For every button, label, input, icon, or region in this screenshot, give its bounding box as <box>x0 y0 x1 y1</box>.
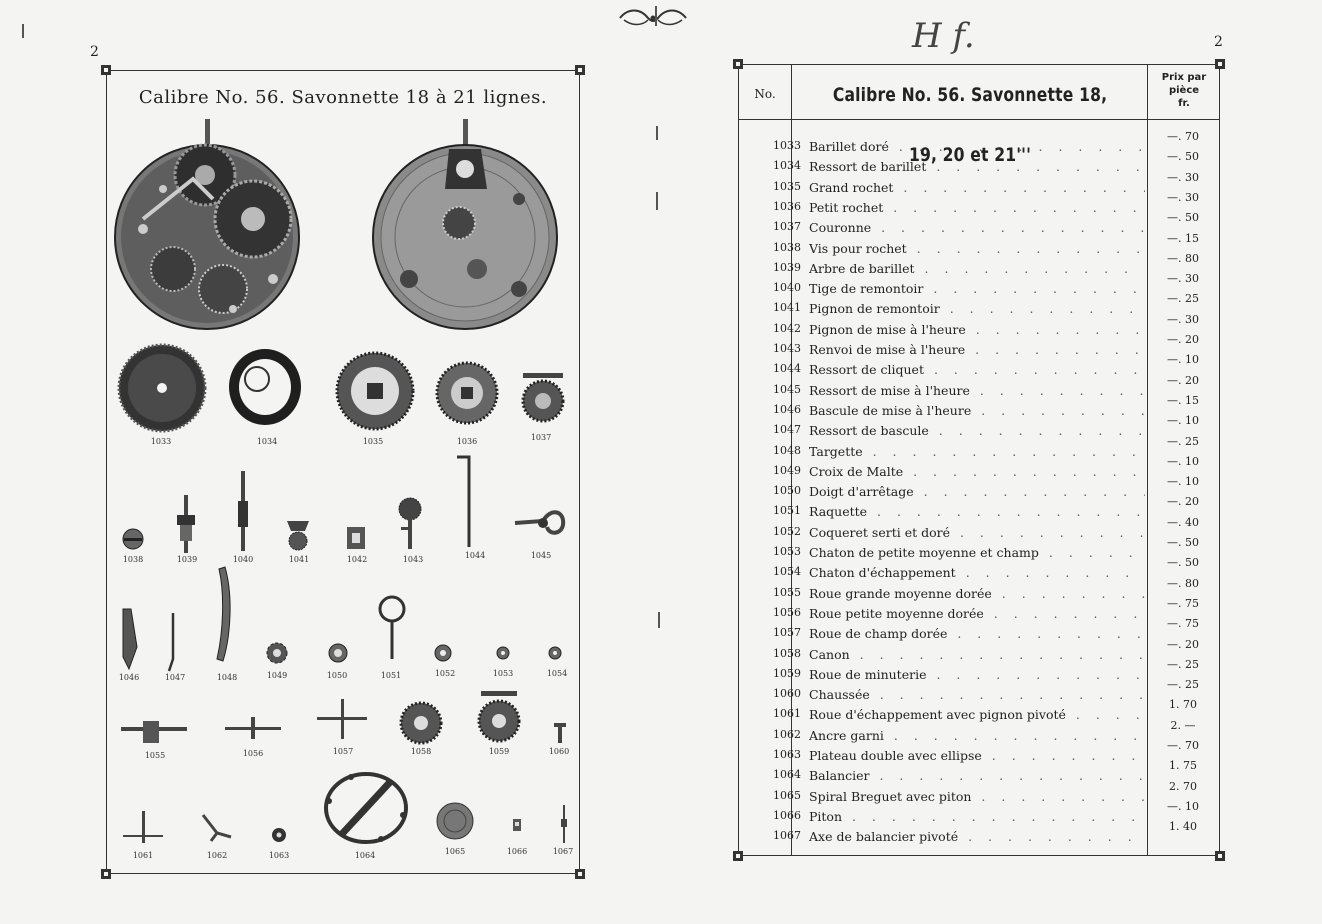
small-ratchet-illustration <box>435 361 499 425</box>
part-name: Vis pour rochet . . . <box>809 241 1145 256</box>
fourth-wheel-illustration <box>317 699 367 739</box>
part-name: Piton . . . <box>809 809 1145 824</box>
part-number: 1035 <box>773 179 801 193</box>
part-price: —. 20 <box>1167 637 1199 651</box>
table-row <box>739 637 1219 667</box>
part-name: Ancre garni . . . <box>809 728 1145 743</box>
table-row <box>739 272 1219 301</box>
part-label: 1044 <box>464 551 486 560</box>
table-row <box>739 678 1219 707</box>
balance-wheel-illustration <box>321 771 411 845</box>
table-row <box>739 617 1219 646</box>
part-number: 1061 <box>773 707 801 721</box>
part-price: —. 25 <box>1167 657 1199 671</box>
table-row <box>739 556 1219 585</box>
parts-illustration-frame <box>106 70 580 874</box>
table-row <box>739 414 1219 443</box>
part-label: 1047 <box>164 673 186 682</box>
header-price-currency: fr. <box>1178 98 1190 109</box>
roller-table-illustration <box>271 827 287 843</box>
setting-wheel-illustration <box>397 497 423 551</box>
part-name: Roue grande moyenne dorée . . . <box>809 586 1145 601</box>
part-label: 1051 <box>380 671 402 680</box>
table-row <box>739 393 1219 423</box>
movement-front-illustration <box>113 119 305 333</box>
table-row <box>739 698 1219 727</box>
part-price: —. 30 <box>1167 190 1199 204</box>
part-number: 1039 <box>773 260 801 274</box>
part-number: 1066 <box>773 808 801 822</box>
part-label: 1042 <box>346 555 368 564</box>
part-price: —. 75 <box>1167 617 1199 631</box>
table-row <box>739 373 1219 403</box>
part-number: 1056 <box>773 605 801 619</box>
part-price: 2. 70 <box>1169 779 1197 793</box>
part-name: Chaussée . . . <box>809 687 1145 702</box>
part-label: 1060 <box>548 747 570 756</box>
part-number: 1062 <box>773 727 801 741</box>
part-price: —. 20 <box>1167 373 1199 387</box>
table-row <box>739 353 1219 382</box>
part-label: 1056 <box>242 749 264 758</box>
part-name: Pignon de mise à l'heure . . . <box>809 322 1145 337</box>
part-price: —. 80 <box>1167 576 1199 590</box>
part-label: 1046 <box>118 673 140 682</box>
part-name: Renvoi de mise à l'heure . . . <box>809 342 1145 357</box>
movement-back-illustration <box>369 119 561 333</box>
part-number: 1037 <box>773 220 801 234</box>
part-label: 1045 <box>530 551 552 560</box>
part-number: 1057 <box>773 626 801 640</box>
spine-mark <box>656 192 658 210</box>
right-page-number: 2 <box>1214 34 1223 50</box>
part-name: Couronne . . . <box>809 220 1145 235</box>
part-price: —. 50 <box>1167 211 1199 225</box>
part-label: 1066 <box>506 847 528 856</box>
part-number: 1064 <box>773 768 801 782</box>
part-price: —. 10 <box>1167 414 1199 428</box>
part-name: Spiral Breguet avec piton . . . <box>809 789 1145 804</box>
part-name: Ressort de cliquet . . . <box>809 362 1145 377</box>
table-row <box>739 130 1219 159</box>
part-number: 1036 <box>773 199 801 213</box>
part-number: 1033 <box>773 139 801 152</box>
part-label: 1040 <box>232 555 254 564</box>
escape-jewel-illustration <box>547 645 563 661</box>
part-number: 1051 <box>773 504 801 518</box>
part-price: —. 70 <box>1167 130 1199 143</box>
part-label: 1058 <box>410 747 432 756</box>
winding-pinion-illustration <box>285 519 311 551</box>
part-number: 1052 <box>773 524 801 538</box>
part-number: 1048 <box>773 443 801 457</box>
table-row <box>739 454 1219 484</box>
table-row <box>739 190 1219 220</box>
part-number: 1067 <box>773 829 801 843</box>
frame-corner <box>1215 851 1225 861</box>
part-price: —. 30 <box>1167 170 1199 184</box>
part-name: Barillet doré . . . <box>809 139 1145 154</box>
part-price: 2. — <box>1170 718 1196 732</box>
part-name: Doigt d'arrêtage . . . <box>809 484 1145 499</box>
part-label: 1049 <box>266 671 288 680</box>
setting-pinion-illustration <box>345 525 367 551</box>
part-name: Petit rochet . . . <box>809 200 1145 215</box>
frame-corner <box>575 65 585 75</box>
part-name: Axe de balancier pivoté . . . <box>809 829 1145 844</box>
third-wheel-jewel-illustration <box>495 645 511 661</box>
maltese-cross-illustration <box>265 641 289 665</box>
part-price: —. 30 <box>1167 312 1199 326</box>
stop-finger-illustration <box>327 641 349 665</box>
header-number: No. <box>754 87 776 101</box>
spine-mark <box>656 126 658 140</box>
part-price: —. 25 <box>1167 434 1199 448</box>
part-price: —. 25 <box>1167 292 1199 306</box>
part-name: Coqueret serti et doré . . . <box>809 525 1145 540</box>
part-label: 1039 <box>176 555 198 564</box>
header-title: Calibre No. 56. Savonnette 18, 19, 20 et 21''' <box>832 84 1108 166</box>
part-price: —. 20 <box>1167 333 1199 346</box>
part-number: 1034 <box>773 159 801 173</box>
part-name: Chaton d'échappement . . . <box>809 565 1145 580</box>
table-row <box>739 251 1219 281</box>
part-number: 1046 <box>773 402 801 416</box>
part-label: 1063 <box>268 851 290 860</box>
table-row <box>739 536 1219 565</box>
part-name: Roue de minuterie . . . <box>809 667 1145 682</box>
table-row <box>739 170 1219 200</box>
table-row <box>739 312 1219 342</box>
part-price: —. 50 <box>1167 536 1199 549</box>
click-spring-illustration <box>455 453 479 551</box>
part-name: Bascule de mise à l'heure . . . <box>809 403 1145 418</box>
part-name: Plateau double avec ellipse . . . <box>809 748 1145 763</box>
breguet-hairspring-illustration <box>435 801 475 841</box>
part-label: 1035 <box>362 437 384 446</box>
part-price: —. 15 <box>1167 231 1199 245</box>
part-price: 1. 75 <box>1169 759 1197 773</box>
part-price: —. 40 <box>1167 515 1199 529</box>
part-label: 1037 <box>530 433 552 442</box>
part-price: —. 25 <box>1167 678 1199 692</box>
part-label: 1034 <box>256 437 278 446</box>
part-label: 1041 <box>288 555 310 564</box>
frame-corner <box>575 869 585 879</box>
part-number: 1047 <box>773 423 801 437</box>
third-wheel-illustration <box>225 715 281 741</box>
part-number: 1049 <box>773 463 801 477</box>
part-number: 1054 <box>773 565 801 579</box>
table-row <box>739 820 1219 849</box>
part-price: —. 20 <box>1167 495 1199 509</box>
stud-illustration <box>511 817 523 833</box>
part-number: 1044 <box>773 362 801 376</box>
regulator-illustration <box>377 595 407 661</box>
handwritten-note: H f. <box>912 16 975 56</box>
setting-lever-illustration <box>119 607 139 671</box>
part-number: 1050 <box>773 484 801 498</box>
balance-cock-jewel-illustration <box>433 643 453 663</box>
part-number: 1063 <box>773 748 801 761</box>
minute-wheel-illustration <box>475 691 523 743</box>
table-row <box>739 759 1219 788</box>
part-price: —. 30 <box>1167 272 1199 286</box>
part-price: —. 50 <box>1167 556 1199 570</box>
table-row <box>739 596 1219 626</box>
lever-spring-illustration <box>167 611 179 673</box>
spine-mark <box>655 6 657 26</box>
frame-corner <box>733 851 743 861</box>
part-name: Raquette . . . <box>809 504 1145 519</box>
part-number: 1059 <box>773 666 801 680</box>
ornament-icon <box>618 6 688 30</box>
part-number: 1042 <box>773 321 801 335</box>
part-number: 1055 <box>773 585 801 599</box>
table-row <box>739 231 1219 261</box>
pallet-fork-illustration <box>199 811 235 845</box>
table-row <box>739 515 1219 545</box>
header-price <box>1149 71 1219 110</box>
table-row <box>739 779 1219 809</box>
part-number: 1058 <box>773 646 801 660</box>
part-label: 1057 <box>332 747 354 756</box>
part-label: 1053 <box>492 669 514 678</box>
part-label: 1061 <box>132 851 154 860</box>
part-name: Tige de remontoir . . . <box>809 281 1145 296</box>
escape-wheel-illustration <box>123 811 163 845</box>
ratchet-screw-illustration <box>121 527 145 551</box>
table-row <box>739 657 1219 687</box>
winding-stem-illustration <box>235 471 251 551</box>
part-label: 1048 <box>216 673 238 682</box>
part-name: Croix de Malte . . . <box>809 464 1145 479</box>
part-number: 1041 <box>773 301 801 315</box>
barrel-illustration <box>117 343 207 433</box>
part-name: Grand rochet . . . <box>809 180 1145 195</box>
great-ratchet-illustration <box>335 351 415 431</box>
table-row <box>739 576 1219 606</box>
setting-spring-illustration <box>513 501 567 539</box>
table-row <box>739 799 1219 829</box>
part-label: 1065 <box>444 847 466 856</box>
part-label: 1050 <box>326 671 348 680</box>
table-row <box>739 434 1219 464</box>
pull-out-piece-illustration <box>205 565 235 665</box>
part-name: Pignon de remontoir . . . <box>809 301 1145 316</box>
part-name: Roue de champ dorée . . . <box>809 626 1145 641</box>
table-row <box>739 718 1219 748</box>
part-name: Roue petite moyenne dorée . . . <box>809 606 1145 621</box>
part-price: —. 50 <box>1167 150 1199 164</box>
part-number: 1065 <box>773 788 801 802</box>
part-label: 1067 <box>552 847 574 856</box>
part-name: Arbre de barillet . . . <box>809 261 1145 276</box>
table-row <box>739 495 1219 524</box>
part-label: 1055 <box>144 751 166 760</box>
part-number: 1045 <box>773 382 801 396</box>
part-name: Balancier . . . <box>809 768 1145 783</box>
part-name: Targette . . . <box>809 444 1145 459</box>
part-price: —. 15 <box>1167 393 1199 407</box>
part-label: 1038 <box>122 555 144 564</box>
frame-corner <box>101 869 111 879</box>
part-label: 1064 <box>354 851 376 860</box>
part-price: 1. 40 <box>1169 820 1197 834</box>
part-price: —. 10 <box>1167 475 1199 489</box>
mainspring-illustration <box>227 347 303 427</box>
part-number: 1053 <box>773 545 801 558</box>
part-name: Chaton de petite moyenne et champ . . . <box>809 545 1145 560</box>
part-price: 1. 70 <box>1169 698 1197 712</box>
left-page-number: 2 <box>90 44 99 60</box>
part-name: Ressort de barillet . . . <box>809 159 1145 174</box>
table-row <box>739 292 1219 321</box>
table-row <box>739 739 1219 768</box>
part-price: —. 80 <box>1167 251 1199 265</box>
cannon-pinion-illustration <box>399 701 443 745</box>
price-list-table <box>738 64 1220 856</box>
table-row <box>739 150 1219 179</box>
part-price: —. 10 <box>1167 353 1199 367</box>
part-number: 1038 <box>773 240 801 254</box>
part-name: Roue d'échappement avec pignon pivoté . . . <box>809 707 1145 722</box>
barrel-arbor-illustration <box>171 495 201 555</box>
table-row <box>739 333 1219 362</box>
table-row <box>739 475 1219 504</box>
part-label: 1062 <box>206 851 228 860</box>
part-price: —. 10 <box>1167 454 1199 468</box>
frame-corner <box>101 65 111 75</box>
part-label: 1036 <box>456 437 478 446</box>
part-price: —. 10 <box>1167 799 1199 813</box>
balance-staff-illustration <box>559 805 569 843</box>
hour-wheel-chaussee-illustration <box>553 721 567 745</box>
part-name: Ressort de mise à l'heure . . . <box>809 383 1145 398</box>
part-label: 1054 <box>546 669 568 678</box>
crown-wheel-illustration <box>519 371 567 423</box>
part-label: 1052 <box>434 669 456 678</box>
part-price: —. 70 <box>1167 739 1199 752</box>
part-name: Ressort de bascule . . . <box>809 423 1145 438</box>
spine-mark <box>658 612 660 628</box>
part-number: 1060 <box>773 687 801 701</box>
margin-mark <box>22 24 24 38</box>
part-number: 1043 <box>773 342 801 355</box>
part-label: 1033 <box>150 437 172 446</box>
header-price-label: Prix par pièce <box>1161 72 1207 96</box>
part-label: 1059 <box>488 747 510 756</box>
part-name: Canon . . . <box>809 647 1145 662</box>
part-label: 1043 <box>402 555 424 564</box>
left-page-title: Calibre No. 56. Savonnette 18 à 21 lignes. <box>138 87 548 108</box>
center-wheel-illustration <box>121 717 187 747</box>
table-row <box>739 211 1219 240</box>
part-price: —. 75 <box>1167 596 1199 610</box>
part-number: 1040 <box>773 281 801 295</box>
